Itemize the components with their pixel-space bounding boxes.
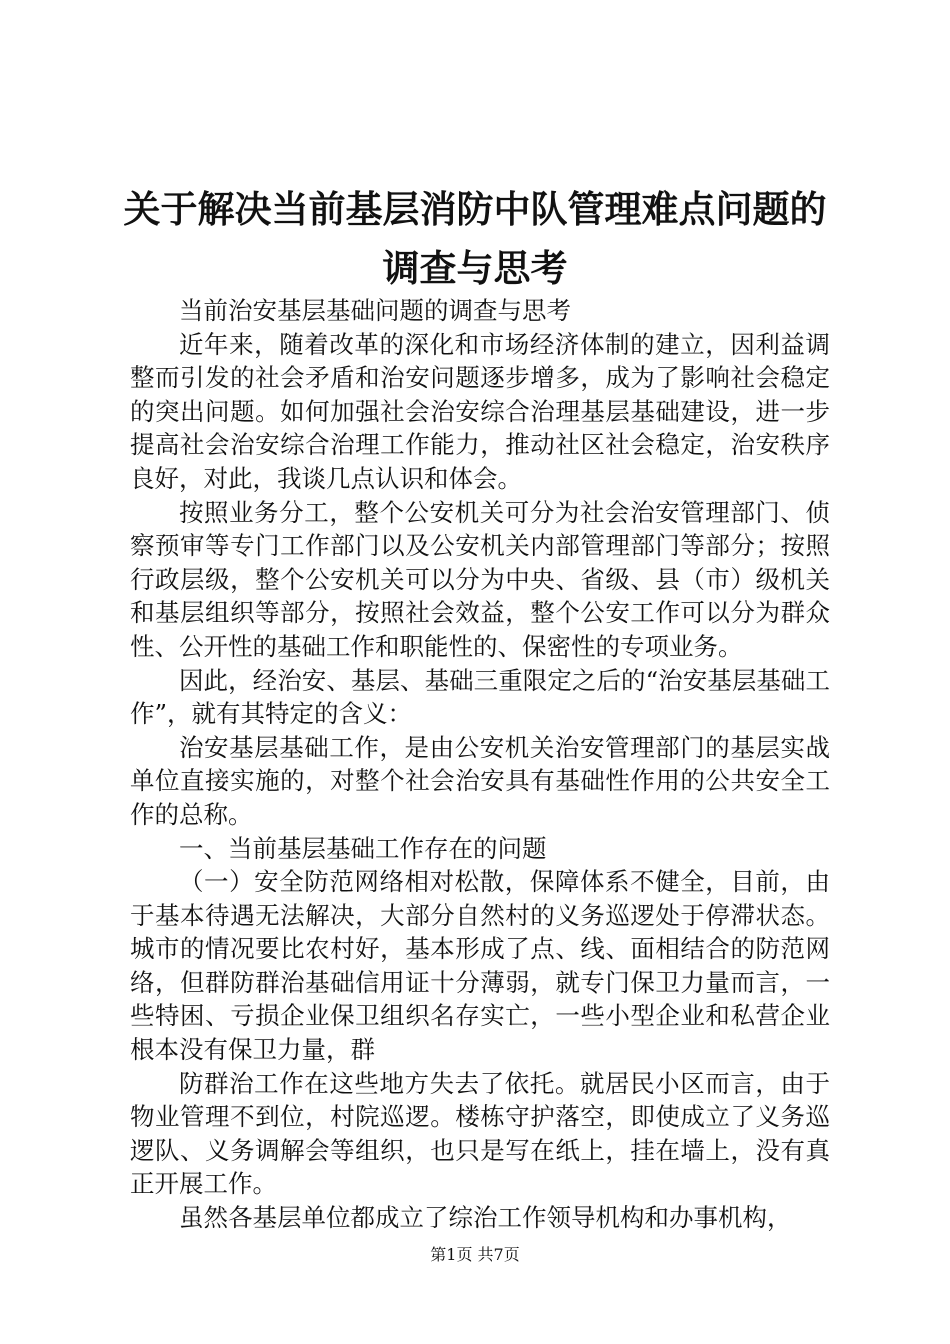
paragraph: （一）安全防范网络相对松散，保障体系不健全，目前，由于基本待遇无法解决，大部分自然村的义务巡逻处于停滞状态。城市的情况要比农村好，基本形成了点、线、面相结合的防范网络，但群防群治基础信用证十分薄弱，就专门保卫力量而言，一些特困、亏损企业保卫组织名存实亡，一些小型企业和私营企业根本没有保卫力量，群 [130,867,830,1065]
paragraph: 防群治工作在这些地方失去了依托。就居民小区而言，由于物业管理不到位，村院巡逻。楼栋守护落空，即使成立了义务巡逻队、义务调解会等组织，也只是写在纸上，挂在墙上，没有真正开展工作。 [130,1068,830,1199]
document-title: 关于解决当前基层消防中队管理难点问题的调查与思考 [123,188,827,290]
paragraph: 治安基层基础工作，是由公安机关治安管理部门的基层实战单位直接实施的，对整个社会治安具有基础性作用的公共安全工作的总称。 [130,732,830,829]
document-body [130,294,830,1235]
paragraph: 虽然各基层单位都成立了综治工作领导机构和办事机构， [179,1203,792,1233]
paragraph: 因此，经治安、基层、基础三重限定之后的“治安基层基础工作”，就有其特定的含义： [130,665,830,729]
paragraph: 按照业务分工，整个公安机关可分为社会治安管理部门、侦察预审等专门工作部门以及公安机关内部管理部门等部分；按照行政层级，整个公安机关可以分为中央、省级、县（市）级机关和基层组织等部分，按照社会效益，整个公安工作可以分为群众性、公开性的基础工作和职能性的、保密性的专项业务。 [130,497,830,661]
paragraph: 近年来，随着改革的深化和市场经济体制的建立，因利益调整而引发的社会矛盾和治安问题逐步增多，成为了影响社会稳定的突出问题。如何加强社会治安综合治理基层基础建设，进一步提高社会治安综合治理工作能力，推动社区社会稳定，治安秩序良好，对此，我谈几点认识和体会。 [130,329,830,493]
section-heading: 一、当前基层基础工作存在的问题 [179,833,547,863]
page-footer: 第1页 共7页 [430,1245,520,1264]
paragraph-subtitle: 当前治安基层基础问题的调查与思考 [179,296,571,325]
